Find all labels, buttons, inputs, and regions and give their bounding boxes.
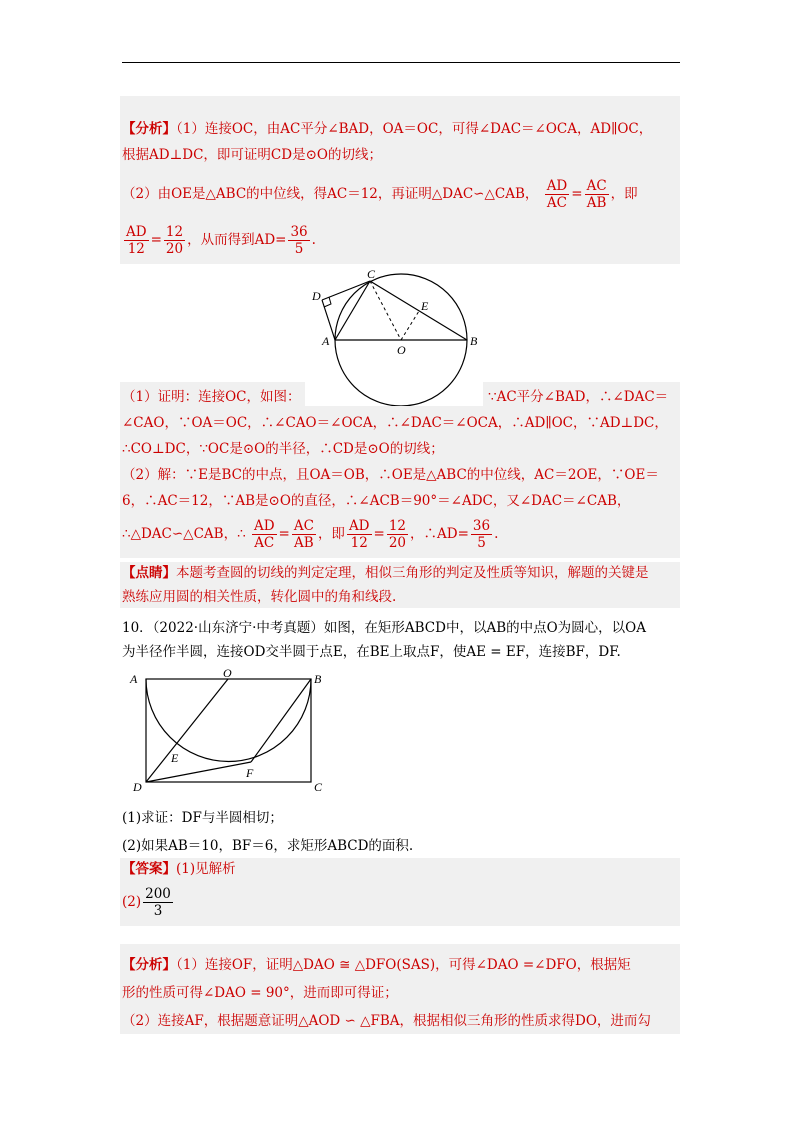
solution-line-1: （1）证明：连接OC，如图： <box>122 389 301 405</box>
solution-line-3: ∴CO⊥DC，∵OC是⊙O的半径，∴CD是⊙O的切线； <box>122 441 444 457</box>
label-o: O <box>397 343 406 357</box>
analysis-2-line-2: 形的性质可得∠DAO = 90°，进而即可得证； <box>122 985 398 1001</box>
solution-line-5: 6，∴AC＝12，∵AB是⊙O的直径，∴∠ACB＝90°＝∠ADC，又∠DAC＝∠CAB， <box>122 493 631 509</box>
header-rule <box>122 62 680 63</box>
solution-block: （1）证明：连接OC，如图： ∵AC平分∠BAD，∴∠DAC＝ ∠CAO，∵OA＝OC，∴∠CAO＝∠OCA，∴∠DAC＝∠OCA，∴AD∥OC，∵AD⊥DC， ∴CO⊥DC，∵OC是⊙O的半径，∴CD是⊙O的切线； （2）解：∵E是BC的中点，且OA＝OB，∴OE是△ABC的中位线，AC＝2OE，∵OE＝ 6，∴AC＝12，∵AB是⊙O的直径，∴∠ACB＝90°＝∠ADC，又∠DAC＝∠CAB， ∴△DAC∽△CAB，∴ $\frac{AD}{AC}$ = $\frac{AC}{AB}$ ，即 $\frac{AD}{12}$ = $\frac{12}{20}$ ，∴AD= $\frac{36}{5}$ . <box>120 382 680 558</box>
question-10-line-1: 10．（2022·山东济宁·中考真题）如图，在矩形ABCD中，以AB的中点O为圆心，以OA <box>122 620 646 636</box>
key-point-block: 【点睛】本题考查圆的切线的判定定理，相似三角形的判定及性质等知识，解题的关键是 熟练应用圆的相关性质，转化圆中的角和线段. <box>120 562 680 608</box>
analysis-block-2 <box>120 944 680 1034</box>
label-b: B <box>470 334 478 348</box>
figure-rectangle-svg <box>125 667 335 795</box>
solution-line-1b: ∵AC平分∠BAD，∴∠DAC＝ <box>488 389 669 405</box>
fraction-36-5: $\frac{36}{5}$ <box>290 224 308 257</box>
fraction-12-20: $\frac{12}{20}$ <box>165 224 184 257</box>
key-point-line-2: 熟练应用圆的相关性质，转化圆中的角和线段. <box>122 589 397 605</box>
figure-rectangle <box>125 667 335 795</box>
solution-line-2: ∠CAO，∵OA＝OC，∴∠CAO＝∠OCA，∴∠DAC＝∠OCA，∴AD∥OC，∵AD⊥DC， <box>122 415 668 431</box>
label-e2: E <box>171 751 179 765</box>
analysis-2-line-3: （2）连接AF，根据题意证明△AOD ∽ △FBA，根据相似三角形的性质求得DO，进而勾 <box>122 1013 651 1029</box>
answer-block <box>120 858 680 926</box>
analysis-line-2: 根据AD⊥DC，即可证明CD是⊙O的切线； <box>122 147 382 163</box>
label-d: D <box>312 289 321 303</box>
solution-line-6: ∴△DAC∽△CAB，∴ <box>122 526 246 542</box>
sub-question-1: (1)求证：DF与半圆相切； <box>122 810 283 826</box>
analysis-line-3: （2）由OE是△ABC的中位线，得AC＝12，再证明△DAC∽△CAB， <box>122 186 539 202</box>
answer-2-prefix: (2) <box>122 894 142 910</box>
fraction-200-3: $\frac{200}{3}$ <box>145 886 171 919</box>
fraction-ad-12: $\frac{AD}{12}$ <box>126 224 147 257</box>
analysis-block-1: 【分析】（1）连接OC，由AC平分∠BAD，OA＝OC，可得∠DAC＝∠OCA，AD∥OC， 根据AD⊥DC，即可证明CD是⊙O的切线； （2）由OE是△ABC的中位线，得AC＝12，再证明△DAC∽△CAB， $\frac{AD}{AC}$ = $\frac{AC}{AB}$ ，即 $\frac{AD}{12}$ = $\frac{12}{20}$ ，从而得到AD= $\frac{36}{5}$ . <box>120 96 680 264</box>
sub-question-2: (2)如果AB＝10，BF＝6，求矩形ABCD的面积. <box>122 838 414 854</box>
label-a: A <box>322 334 330 348</box>
solution-line-4: （2）解：∵E是BC的中点，且OA＝OB，∴OE是△ABC的中位线，AC＝2OE，∵OE＝ <box>122 467 659 483</box>
key-point-tag: 【点睛】 <box>122 565 176 581</box>
label-e: E <box>421 299 429 313</box>
label-b2: B <box>314 672 322 686</box>
analysis-2-line-1: （1）连接OF，证明△DAO ≅ △DFO(SAS)，可得∠DAO =∠DFO，根据矩 <box>176 957 631 973</box>
label-c2: C <box>314 780 323 794</box>
analysis-tag: 【分析】 <box>122 121 176 137</box>
label-f2: F <box>246 766 254 780</box>
label-c: C <box>367 267 376 281</box>
answer-1: (1)见解析 <box>176 861 236 877</box>
analysis-line-1: （1）连接OC，由AC平分∠BAD，OA＝OC，可得∠DAC＝∠OCA，AD∥OC， <box>176 121 653 137</box>
label-o2: O <box>223 667 232 680</box>
analysis-line-4: ，从而得到AD= <box>187 232 287 248</box>
answer-tag: 【答案】 <box>122 861 176 877</box>
label-d2: D <box>133 780 142 794</box>
fraction-ac-ab: $\frac{AC}{AB}$ <box>586 178 607 211</box>
analysis-2-tag: 【分析】 <box>122 957 176 973</box>
label-a2: A <box>130 672 138 686</box>
fraction-ad-ac: $\frac{AD}{AC}$ <box>546 178 568 211</box>
question-10-line-2: 为半径作半圆，连接OD交半圆于点E，在BE上取点F，使AE = EF，连接BF，DF. <box>122 644 621 660</box>
